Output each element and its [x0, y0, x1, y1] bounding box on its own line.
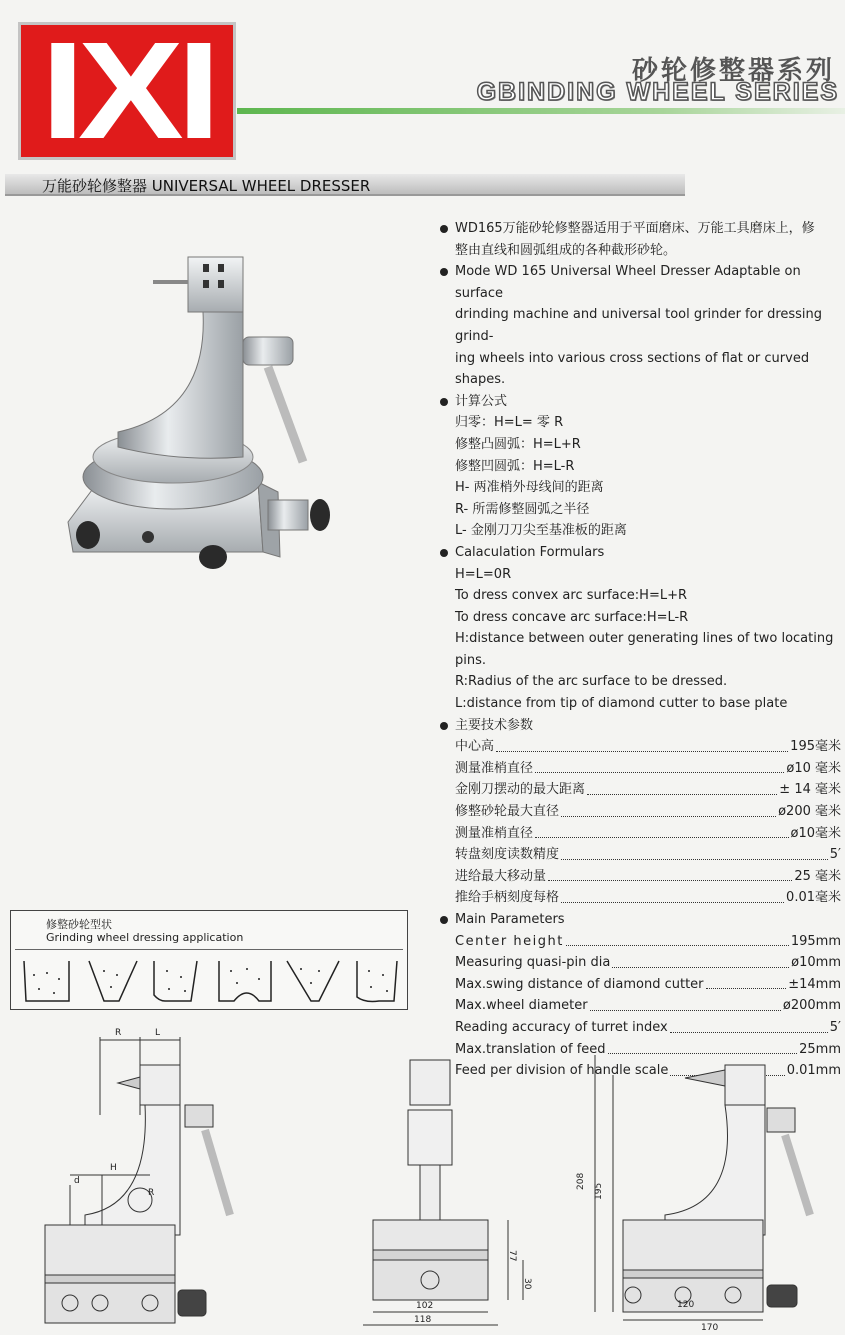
wheel-profile-shapes	[19, 957, 404, 1007]
formula-en-line: H:distance between outer generating lines of two locating	[455, 631, 834, 647]
desc-cn-line2: 整由直线和圆弧组成的各种截形砂轮。	[455, 242, 677, 258]
application-title-en: Grinding wheel dressing application	[46, 931, 244, 944]
dim-30: 30	[522, 1278, 532, 1290]
series-title-en: GBINDING WHEEL SERIES	[476, 78, 839, 106]
param-row: Max.wheel diameter ø200mm	[436, 995, 841, 1017]
param-row: Max.swing distance of diamond cutter ±14mm	[436, 974, 841, 996]
param-row: 推给手柄刻度每格 0.01毫米	[436, 887, 841, 909]
formula-cn-line: R- 所需修整圆弧之半径	[455, 501, 590, 517]
dim-d: d	[74, 1176, 80, 1186]
logo-text: IXI	[40, 14, 214, 168]
profile-angled	[89, 961, 137, 1001]
profile-concave	[219, 961, 271, 1001]
application-title-cn: 修整砂轮型状	[46, 918, 112, 931]
series-title-cn: 砂轮修整器系列	[631, 56, 835, 86]
dim-118: 118	[414, 1315, 432, 1325]
dim-195: 195	[594, 1182, 604, 1200]
formula-cn-line: H- 两准梢外母线间的距离	[455, 480, 604, 496]
param-row: 进给最大移动量 25 毫米	[436, 866, 841, 888]
application-divider	[15, 949, 403, 950]
param-row: Reading accuracy of turret index 5′	[436, 1017, 841, 1039]
params-en-heading: Main Parameters	[436, 909, 841, 931]
formula-en-line: pins.	[455, 652, 487, 668]
dim-208: 208	[576, 1172, 586, 1190]
param-row: 转盘刻度读数精度 5′	[436, 844, 841, 866]
formula-cn-line: 修整凸圆弧：H=L+R	[455, 436, 581, 452]
param-row: 修整砂轮最大直径 ø200 毫米	[436, 801, 841, 823]
side-view-drawing	[30, 1025, 270, 1325]
spec-column	[436, 218, 841, 1082]
profile-flat	[24, 961, 69, 1001]
desc-en-line3: ing wheels into various cross sections of flat or curved shapes.	[455, 350, 810, 388]
dim-77: 77	[507, 1250, 517, 1262]
brand-logo	[18, 14, 236, 168]
side-view-dims-drawing	[575, 1040, 815, 1330]
param-row: 测量准梢直径 ø10 毫米	[436, 758, 841, 780]
param-row: Feed per division of handle scale 0.01mm	[436, 1060, 841, 1082]
param-row: Center height 195mm	[436, 931, 841, 953]
formula-cn-line: 归零：H=L= 零 R	[455, 415, 564, 431]
profile-convex	[357, 961, 397, 1002]
param-row: 中心高 195毫米	[436, 736, 841, 758]
formula-cn-line: L- 金刚刀刀尖至基准板的距离	[455, 523, 627, 539]
desc-en-line1: Mode WD 165 Universal Wheel Dresser Adaptable on surface	[436, 261, 841, 304]
formula-en-line: To dress convex arc surface:H=L+R	[455, 588, 688, 604]
front-view-drawing	[348, 1050, 538, 1330]
param-row: 金刚刀摆动的最大距离 ± 14 毫米	[436, 779, 841, 801]
formula-en-heading: Calaculation Formulars	[436, 542, 841, 564]
dressing-application-box	[10, 910, 408, 1010]
dim-L: L	[155, 1028, 161, 1038]
formula-cn-line: 修整凹圆弧：H=L-R	[455, 458, 575, 474]
dim-120: 120	[677, 1300, 695, 1310]
header-rule	[237, 108, 845, 114]
param-row: Measuring quasi-pin dia ø10mm	[436, 952, 841, 974]
formula-en-line: H=L=0R	[455, 566, 512, 582]
dim-R: R	[115, 1028, 122, 1038]
params-cn-heading: 主要技术参数	[436, 715, 841, 737]
formula-en-line: R:Radius of the arc surface to be dressed.	[455, 674, 728, 690]
product-title: 万能砂轮修整器 UNIVERSAL WHEEL DRESSER	[42, 177, 371, 195]
desc-en-line2: drinding machine and universal tool grinder for dressing grind-	[455, 307, 823, 344]
formula-en-line: To dress concave arc surface:H=L-R	[455, 609, 689, 625]
desc-cn-line1: WD165万能砂轮修整器适用于平面磨床、万能工具磨床上，修	[436, 218, 841, 240]
formula-en-line: L:distance from tip of diamond cutter to base plate	[455, 696, 788, 712]
profile-rounded	[154, 961, 197, 1001]
dim-102: 102	[416, 1301, 434, 1311]
profile-v	[287, 961, 339, 1001]
dim-r: R	[148, 1188, 155, 1198]
product-photo	[58, 252, 398, 582]
param-row: Max.translation of feed 25mm	[436, 1039, 841, 1061]
formula-cn-heading: 计算公式	[436, 391, 841, 413]
param-row: 测量准梢直径 ø10毫米	[436, 823, 841, 845]
dim-H: H	[110, 1163, 117, 1173]
dim-170: 170	[701, 1323, 719, 1330]
